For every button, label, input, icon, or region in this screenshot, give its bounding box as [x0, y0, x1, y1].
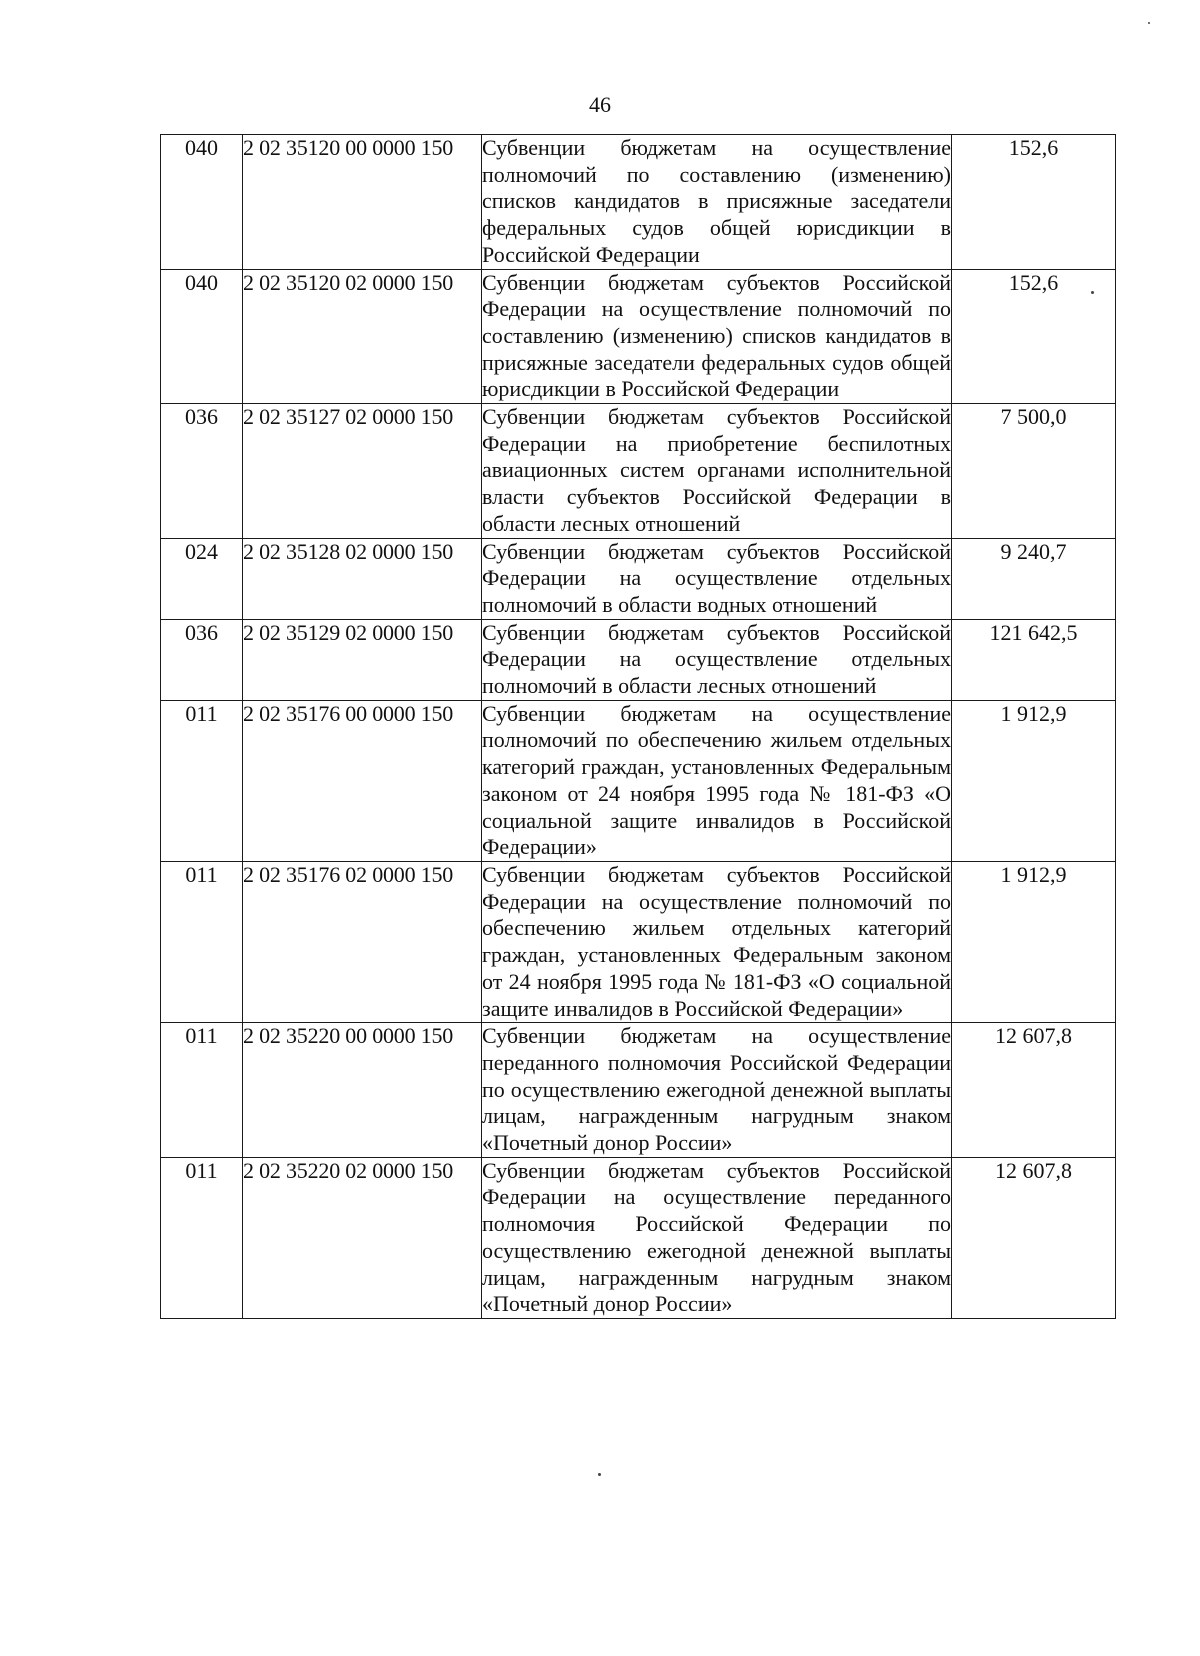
table-row: [161, 700, 1116, 861]
revenue-name-cell: Субвенции бюджетам субъектов Российской Федерации на приобретение беспилотных авиационных систем органами исполнительной власти субъектов Российской Федерации в области лесных отношений: [482, 404, 952, 539]
amount-cell: 12 607,8: [952, 1157, 1116, 1318]
table-row: [161, 404, 1116, 539]
scan-speck: [598, 1473, 601, 1476]
revenue-name-cell: Субвенции бюджетам субъектов Российской Федерации на осуществление отдельных полномочий в области лесных отношений: [482, 619, 952, 700]
amount-cell: 121 642,5: [952, 619, 1116, 700]
table-row: [161, 269, 1116, 404]
amount-cell: 1 912,9: [952, 700, 1116, 861]
admin-code-cell: 036: [161, 619, 243, 700]
revenue-name-cell: Субвенции бюджетам субъектов Российской Федерации на осуществление отдельных полномочий в области водных отношений: [482, 538, 952, 619]
revenue-name-cell: Субвенции бюджетам субъектов Российской Федерации на осуществление полномочий по составлению (изменению) списков кандидатов в присяжные заседатели федеральных судов общей юрисдикции в Российской Федерации: [482, 269, 952, 404]
amount-cell: 152,6: [952, 135, 1116, 270]
budget-classification-code-cell: 2 02 35220 00 0000 150: [243, 1023, 482, 1158]
amount-cell: 1 912,9: [952, 861, 1116, 1022]
revenue-name-cell: Субвенции бюджетам субъектов Российской Федерации на осуществление полномочий по обеспечению жильем отдельных категорий граждан, установленных Федеральным законом от 24 ноября 1995 года № 181-ФЗ «О социальной защите инвалидов в Российской Федерации»: [482, 861, 952, 1022]
amount-cell: 7 500,0: [952, 404, 1116, 539]
budget-classification-code-cell: 2 02 35127 02 0000 150: [243, 404, 482, 539]
admin-code-cell: 011: [161, 861, 243, 1022]
table-row: [161, 135, 1116, 270]
admin-code-cell: 036: [161, 404, 243, 539]
revenue-name-cell: Субвенции бюджетам на осуществление полномочий по составлению (изменению) списков кандидатов в присяжные заседатели федеральных судов общей юрисдикции в Российской Федерации: [482, 135, 952, 270]
table-row: [161, 538, 1116, 619]
budget-classification-code-cell: 2 02 35220 02 0000 150: [243, 1157, 482, 1318]
amount-cell: 152,6: [952, 269, 1116, 404]
admin-code-cell: 040: [161, 269, 243, 404]
scan-speck: [1091, 291, 1094, 294]
budget-classification-code-cell: 2 02 35129 02 0000 150: [243, 619, 482, 700]
budget-revenue-table: [160, 134, 1116, 1319]
table-row: [161, 1157, 1116, 1318]
table-row: [161, 861, 1116, 1022]
admin-code-cell: 011: [161, 1023, 243, 1158]
table-body: [161, 135, 1116, 1319]
scan-speck: [1148, 22, 1150, 24]
amount-cell: 9 240,7: [952, 538, 1116, 619]
amount-cell: 12 607,8: [952, 1023, 1116, 1158]
budget-classification-code-cell: 2 02 35128 02 0000 150: [243, 538, 482, 619]
revenue-name-cell: Субвенции бюджетам на осуществление переданного полномочия Российской Федерации по осуществлению ежегодной денежной выплаты лицам, награжденным нагрудным знаком «Почетный донор России»: [482, 1023, 952, 1158]
admin-code-cell: 011: [161, 1157, 243, 1318]
page-number: 46: [589, 92, 611, 117]
revenue-name-cell: Субвенции бюджетам на осуществление полномочий по обеспечению жильем отдельных категорий граждан, установленных Федеральным законом от 24 ноября 1995 года № 181-ФЗ «О социальной защите инвалидов в Российской Федерации»: [482, 700, 952, 861]
budget-classification-code-cell: 2 02 35176 02 0000 150: [243, 861, 482, 1022]
budget-classification-code-cell: 2 02 35176 00 0000 150: [243, 700, 482, 861]
budget-classification-code-cell: 2 02 35120 00 0000 150: [243, 135, 482, 270]
admin-code-cell: 040: [161, 135, 243, 270]
admin-code-cell: 024: [161, 538, 243, 619]
table-row: [161, 619, 1116, 700]
table-row: [161, 1023, 1116, 1158]
budget-classification-code-cell: 2 02 35120 02 0000 150: [243, 269, 482, 404]
revenue-name-cell: Субвенции бюджетам субъектов Российской Федерации на осуществление переданного полномочия Российской Федерации по осуществлению ежегодной денежной выплаты лицам, награжденным нагрудным знаком «Почетный донор России»: [482, 1157, 952, 1318]
admin-code-cell: 011: [161, 700, 243, 861]
